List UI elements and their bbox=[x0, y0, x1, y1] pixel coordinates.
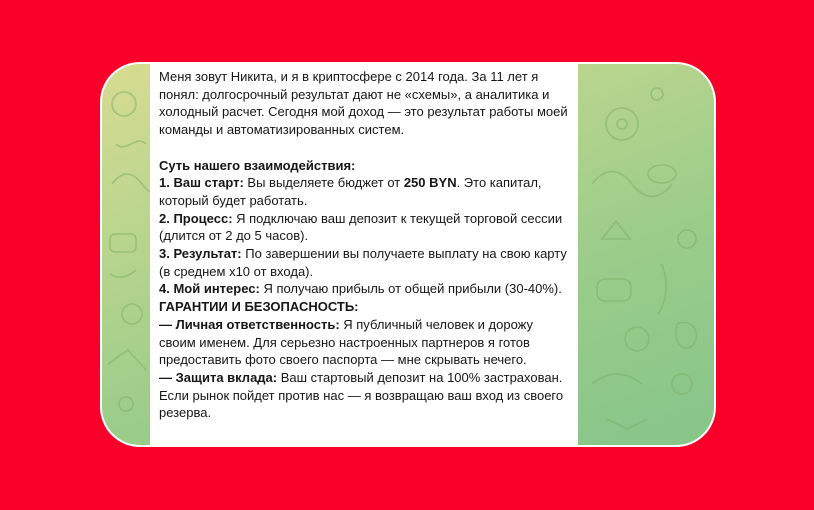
guarantees-title: ГАРАНТИИ И БЕЗОПАСНОСТЬ: bbox=[159, 299, 359, 315]
guarantee2-label: — Защита вклада: bbox=[159, 369, 278, 385]
step3-label: 3. Результат: bbox=[159, 246, 242, 262]
message-text bbox=[150, 62, 578, 422]
step2-text: Я подключаю ваш депозит к текущей торговой сессии (длится от 2 до 5 часов). bbox=[159, 210, 566, 244]
guarantee1-label: — Личная ответственность: bbox=[159, 316, 340, 332]
step2-label: 2. Процесс: bbox=[159, 210, 233, 226]
intro-text: Меня зовут Никита, и я в криптосфере с 2014 года. За 11 лет я понял: долгосрочный результат дают не «схемы», а аналитика и холодный расчет. Сегодня мой доход — это результат работы моей команды и автоматизированных систем. bbox=[159, 69, 572, 138]
step1-amount: 250 BYN bbox=[403, 175, 457, 191]
guarantee2-text: Ваш стартовый депозит на 100% застрахован. Если рынок пойдет против нас — я возвращаю ваш вход из своего резерва. bbox=[159, 369, 567, 421]
message-bubble bbox=[150, 62, 578, 447]
step4-label: 4. Мой интерес: bbox=[159, 281, 260, 297]
guarantee1-text: Я публичный человек и дорожу своим именем. Для серьезно настроенных партнеров я готов предоставить фото своего паспорта — мне скрывать нечего. bbox=[159, 316, 537, 368]
step1-text-b: . Это капитал, который будет работать. bbox=[159, 175, 546, 208]
step4-text: Я получаю прибыль от общей прибыли (30-40%). bbox=[259, 281, 562, 297]
step1-text-a: Вы выделяете бюджет от bbox=[243, 175, 404, 191]
section-title: Суть нашего взаимодействия: bbox=[159, 157, 356, 173]
step1-label: 1. Ваш старт: bbox=[159, 175, 244, 191]
screenshot-frame bbox=[100, 62, 716, 447]
step3-text: По завершении вы получаете выплату на свою карту (в среднем x10 от входа). bbox=[159, 246, 571, 279]
